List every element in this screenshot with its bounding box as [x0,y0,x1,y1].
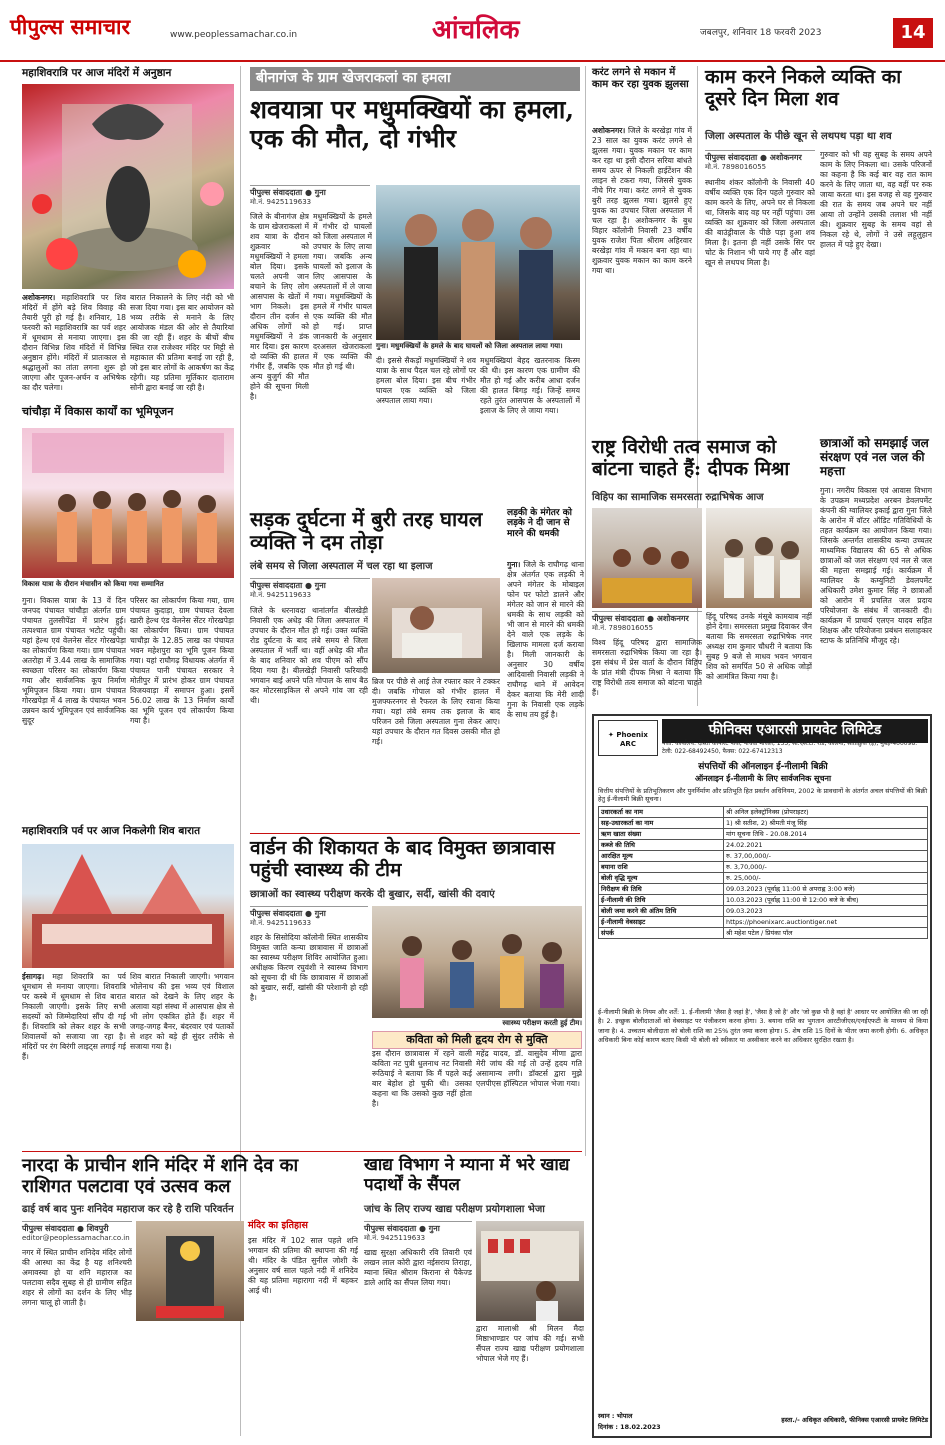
phoenix-logo-text: Phoenix ARC [616,731,648,748]
story7-mobile: मो.नं. 7898016055 [705,163,767,171]
ad-row-label: संपर्क [599,928,724,939]
story13-headline: खाद्य विभाग ने म्याना में भरे खाद्य पदार्थों के सैंपल [364,1155,570,1195]
story3-kicker: बीनागंज के ग्राम खेजराकलां का हमला [256,70,451,86]
byline-city: अशोकनगर [769,153,802,162]
story10-place: ईसागढ़। [22,972,45,981]
story2-caption: विकास यात्रा के दौरान मंचासीन को किया गया सम्मानित [22,580,164,588]
story3-col2: मधुमक्खियों के हमले में गंभीर दो घायलों को जिला अस्पताल में उपचार के लिए लाया गया। जबकि अन्य घायलों को इलाज के लिए आसपास के अस्पतालों में ले जाया गया। मधुमक्खियों के हमले में गंभीर घायल एक व्यक्ति की मौत हो गई। प्राप्त जानकारी के अनुसार दरअसल खेजराकलां में एक व्यक्ति की मौत हो गई थी। [313,212,372,372]
byline-city: अशोकनगर [656,614,689,623]
ad-table-row [599,906,928,917]
byline-name: पीपुल्स संवाददाता [364,1224,417,1233]
ceremony-photo-icon [22,428,234,578]
ad-table-row [599,807,928,818]
section-rule [250,833,580,834]
story4-byline: पीपुल्स संवाददाता ● गुना [250,578,370,591]
story9-headline: छात्राओं को समझाई जल संरक्षण एवं नल जल की महत्ता [820,436,929,478]
ad-row-value: 09.03.2023 (पूर्वाह्न 11:00 से अपराह्न 3:00 बजे) [724,884,928,895]
byline-name: पीपुल्स संवाददाता [705,153,758,162]
masthead [0,0,945,62]
ad-table-row [599,884,928,895]
story10-col1: महा शिवरात्रि का पर्व धूमधाम से मनाया जाएगा। शिवरात्रि पर कस्बे में धूमधाम से शिव बारात निकाली जाएगी। इसके लिए सभी सदस्यों को जिम्मेदारियां सौंप दी गई हैं। शिवरात्रि को लेकर शहर के सभी शिवालयों को सजाया जा रहा है। मंदिरों पर रंग बिरंगी लाइट्स लगाई गई हैं। [22,972,126,1062]
health-camp-photo-icon [372,906,582,1018]
story12-col1: नगर में स्थित प्राचीन शनिदेव मंदिर लोगों की आस्था का केंद्र है यह शनिश्चरी अमावस्या हो या शनि महाराज का पलटावा सदैव सुबह से ही ग्रामीण सहित शहर से लोगों का दर्शन के लिए भीड़ लगना चालू हो जाती है। [22,1248,132,1308]
story4-photo [372,578,500,673]
story12-sub: ढाई वर्ष बाद पुनः शनिदेव महाराज कर रहे है राशि परिवर्तन [22,1204,234,1215]
story3-col1: जिले के बीनागंज क्षेत्र के ग्राम खेजराकलां में शव यात्रा के दौरान शुक्रवार को मधुमक्खियों ने हमला बोल दिया। इसके चलते अपनी जान बचाने के लिए लोग आसपास के खेतों में भाग निकले। इस दौरान तीन दर्जन से अधिक लोगों को मधुमक्खियों ने डंक मार दिया। इस कारण दो व्यक्ति की हालत गंभीर हैं, जबकि एक अन्य बुजुर्ग की मौत होने की सूचना मिली है। [250,212,309,402]
ad-table-row [599,829,928,840]
ad-table [598,806,928,939]
story12-byline: पीपुल्स संवाददाता ● शिवपुरी [22,1221,132,1234]
ad-table-row [599,862,928,873]
ad-row-label: बयाना राशि [599,862,724,873]
shivling-photo-icon [22,84,234,289]
story3-headline: शवयात्रा पर मधुमक्खियों का हमला, एक की मौत, दो गंभीर [250,95,575,153]
story8-sub: विहिप का सामाजिक समरसता रुद्राभिषेक आज [592,492,764,503]
story3-kicker-band [250,67,580,91]
auction-notice-ad [592,714,932,1438]
story7-headline: काम करने निकले व्यक्ति का दूसरे दिन मिला शव [705,66,902,110]
story1-place: अशोकनगर। [22,293,56,302]
story13-photo [476,1221,584,1321]
story7-col2: गुरुवार को भी वह सुबह के समय अपने काम के लिए निकला था। उसके परिजनों का कहना है कि कई बार वह रात काम करने के लिए जाता था, वह वहीं पर रुक जाया करता था। इस वजह से वह गुरुवार की रात के समय जब अपने घर नहीं आया तो उन्होंने उसकी तलाश भी नहीं की। शुक्रवार सुबह के समय वहां से निकल रहे थे, लोगों ने उसे लहूलुहान हालत में पड़े हुए देखा। [820,150,932,250]
story8-col2: हिंदू परिषद उनके मंसूबे कामयाब नहीं होने देगा। समरसता प्रमुख दिवाकर जैन बताया कि समरसता रुद्राभिषेक नगर अध्यक्ष राम कुमार चौधरी ने बताया कि सुबह 9 बजे से माधव भवन भगवान शिव को समर्पित 50 से अधिक जोड़ों को आमंत्रित किया गया है। [706,612,812,682]
story11-mobile: मो.नं. 9425119633 [250,919,312,927]
byline-name: पीपुल्स संवाददाता [22,1224,75,1233]
ad-table-row [599,818,928,829]
story8-col1: विश्व हिंदू परिषद द्वारा सामाजिक समरसता रुद्राभिषेक किया जा रहा है। इस संबंध में प्रेस वार्ता के दौरान विहिप के प्रांत मंत्री दीपक मिश्रा ने बताया कि राष्ट्र विरोधी तत्व समाज को बांटना चाहते हैं। [592,638,702,698]
story13-col1: खाद्य सुरक्षा अधिकारी रवि तिवारी एवं लखन लाल कोरी द्वारा नईसराय तिराहा, म्याना स्थित श्रीराम किराना से पैकेज्ड डाले आदि का सैंपल लिया गया। [364,1248,472,1288]
story6-place: गुना। [507,560,521,569]
ad-row-value: श्री महेश पटेल / प्रियंका पॉल [724,928,928,939]
ad-place: स्थान : भोपाल [598,1412,633,1420]
story2-col1: गुना। विकास यात्रा के 13 वें दिन जनपद पंचायत चांचौड़ा अंतर्गत ग्राम पंचायत तुलसीपेंडा में प्रारंभ हुई। तत्पश्चात ग्राम पंचायत भटोट पहुंची। यहां हेल्थ एवं वेलनेस सेंटर गोरखपेड़ा का लोकार्पण किया गया। ग्राम पंचायत अतरोहा में 3.44 लाख के सामाजिक स्वच्छता परिसर का लोकार्पण किया गया और सार्वजनिक कूप निर्माण भूमिपूजन किया गया। ग्राम पंचायत गोरखपेड़ा में 4 लाख के पंचायत भवन उन्नयन कार्य भूमिपूजन एवं सार्वजनिक सुदूर [22,596,126,726]
story7-sub: जिला अस्पताल के पीछे खून से लथपथ पड़ा था शव [705,131,892,142]
ad-row-value: रु. 3,70,000/- [724,862,928,873]
ad-table-row [599,917,928,928]
story3-col4: मधुमक्खियां बेहद खतरनाक किस्म की थी। इस कारण एक ग्रामीण की मौत हो गई और करीब आधा दर्जन की हालत बिगड़ गई। जिन्हें समय रहते तुरंत आसपास के अस्पतालों में इलाज के लिए ले जाया गया। [480,356,580,416]
phoenix-logo-icon: ✦ [608,731,617,739]
newspaper-logo: पीपुल्स समाचार [10,14,131,39]
story4-col1: जिले के धरनावदा थानांतर्गत बीलखेड़ी निवासी एक अधेड़ की जिला अस्पताल में उपचार के दौरान मौत हो गई। उक्त व्यक्ति रोड दुर्घटना के बाद लंबे समय से जिला अस्पताल में भर्ती था। वहीं अधेड़ की मौत के बाद शनिवार को शव पीएम को सौंप दिया गया है। बीलखेड़ी निवासी फरियादी भगवान बाई अपने पति गोपाल के साथ बैठ कर मोटरसाइकिल से अपने गांव जा रही थी। [250,606,368,706]
story12-extra [136,1324,244,1438]
ad-row-value: 10.03.2023 (पूर्वाह्न 11:00 से 12:00 बजे के बीच) [724,895,928,906]
story8-byline: पीपुल्स संवाददाता ● अशोकनगर [592,611,702,624]
story3-caption: गुना। मधुमक्खियों के हमले के बाद घायलों को जिला अस्पताल लाया गया। [376,342,563,350]
story2-photo [22,428,234,578]
story13-sub: जांच के लिए राज्य खाद्य परीक्षण प्रयोगशाला भेजा [364,1204,545,1215]
byline-city: गुना [428,1224,440,1233]
ad-row-value: 1) श्री सतीश, 2) श्रीमती मंजू सिंह [724,818,928,829]
byline-city: गुना [314,581,326,590]
story1-col1: महाशिवरात्रि पर शिव मंदिरों में होंगे बड़े शिव विवाह की तैयारी पूरी हो गई है। शनिवार, 18 फरवरी को महाशिवरात्रि का पर्व शहर में धूमधाम से मनाया जाएगा। इस दौरान विभिन्न शिव मंदिरों में विभिन्न अनुष्ठान होंगे। मंदिरों में प्रातःकाल से श्रद्धालुओं का तांता लगना शुरू हो जाएगा और पूजन-अर्चन व अभिषेक का दौर चलेगा। [22,293,126,393]
story13-col2: द्वारा मालाश्री श्री मिलन मैदा मिष्ठाभाण्डार पर जांच की गई। सभी सैंपल राज्य खाद्य परीक्षण प्रयोगशाला भोपाल भेजे गए हैं। [476,1324,584,1364]
story4-col2: ब्रिज पर पीछे से आई तेज रफ्तार कार ने टक्कर दी। जबकि गोपाल को गंभीर हालत में मुजफ्फरनगर से रैफरल के लिए रवाना किया गया। यहां लंबे समय तक इलाज के बाद परिजन उसे जिला अस्पताल गुना लेकर आए। यहां उपचार के दौरान गत दिवस उसकी मौत हो गई। [372,677,500,747]
story3-col3: दी। इससे सैकड़ों मधुमक्खियों ने शव यात्रा के साथ पैदल चल रहे लोगों पर हमला बोल दिया। इस बीच गंभीर घायल एक व्यक्ति को जिला अस्पताल लाया गया। [376,356,476,406]
site-url[interactable]: www.peoplessamachar.co.in [170,30,298,40]
ad-row-value: 24.02.2021 [724,840,928,851]
ad-company: फीनिक्स एआरसी प्रायवेट लिमिटेड [662,719,928,743]
ad-table-row [599,840,928,851]
story10-col2: शिव बारात निकाली जाएगी। भगवान भोलेनाथ की इस भव्य एवं विशाल बारात को देखने के लिए शहर के अलावा यहां संस्था में आसपास क्षेत्र से भी लोग एकत्रित होते हैं। शहर में जगह-जगह बैनर, बंदरवार एवं पताकों से शहर को बड़े ही सुंदर तरीके से सजाया गया है। [130,972,234,1052]
ad-row-value: मांग सूचना तिथि - 20.08.2014 [724,829,928,840]
food-inspection-photo-icon [476,1221,584,1321]
dateline: जबलपुर, शनिवार 18 फरवरी 2023 [700,28,822,38]
ad-table-row [599,851,928,862]
ad-row-label: निरीक्षण की तिथि [599,884,724,895]
ad-row-label: उधारकर्ता का नाम [599,807,724,818]
page-number: 14 [893,18,933,48]
byline-name: पीपुल्स संवाददाता [250,188,303,197]
byline-name: पीपुल्स संवाददाता [250,581,303,590]
story12-email[interactable]: editor@peoplessamachar.co.in [22,1234,130,1242]
ad-row-value: रु. 25,000/- [724,873,928,884]
story5-place: अशोकनगर। [592,126,626,135]
section-title: आंचलिक [432,15,520,45]
story2-col2: परिसर का लोकार्पण किया गया, ग्राम पंचायत कुदाड़ा, ग्राम पंचायत देवला खारी हेल्थ एंड वेलनेस सेंटर गोरखपेड़ा का लोकार्पण किया। ग्राम पंचायत चाचौड़ा के 12.85 लाख का पंचायत भवन महेशपुरा का भूमि पूजन किया गया। यहां राघौगढ़ विधायक अंतर्गत में पंचायत पानी पंचायत सरकार ने मोतीपुर में प्रारंभ होकर ग्राम पंचायत विजयवाड़ा में समापन हुआ। इसमें 56.02 लाख के 13 निर्माण कार्यों का भूमि पूजन एवं लोकार्पण किया गया है। [130,596,234,726]
story4-sub: लंबे समय से जिला अस्पताल में चल रहा था इलाज [250,561,433,572]
story1-photo [22,84,234,289]
ad-table-row [599,895,928,906]
story11-caption: स्वास्थ्य परीक्षण करती हुई टीम। [502,1019,582,1027]
story11-byline: पीपुल्स संवाददाता ● गुना [250,906,368,919]
ad-title1: संपत्तियों की ऑनलाइन ई-नीलामी बिक्री [698,762,828,772]
story13-byline: पीपुल्स संवाददाता ● गुना [364,1221,472,1234]
ad-row-value: 09.03.2023 [724,906,928,917]
story6-body: जिले के राघौगढ़ थाना क्षेत्र अंतर्गत एक लड़की ने अपने मंगेतर के मोबाइल फोन पर फोटो डालने और मंगेतर को जान से मारने की धमकी के साथ लड़की को भी जान से मारने की धमकी देने वाले एक लड़के के खिलाफ मामला दर्ज कराया है। मिली जानकारी के अनुसार 30 वर्षीय आदिवासी निवासी लड़की ने राघौगढ़ थाने में आवेदन देकर बताया कि मेरी शादी गुना के निवासी एक लड़के के साथ तय हुई है। [507,560,584,720]
ad-table-row [599,928,928,939]
story1-headline: महाशिवरात्रि पर आज मंदिरों में अनुष्ठान [22,67,172,79]
story7-col1: स्थानीय शंकर कॉलोनी के निवासी 40 वर्षीय व्यक्ति एक दिन पहले गुरुवार को काम करने के लिए, अपने घर से निकला था, जिसके बाद वह घर नहीं पहुंचा। उस व्यक्ति का शुक्रवार को जिला अस्पताल की बाउंड्रीवाल के पीछे पड़ा हुआ शव मिला है। इतना ही नहीं उसके सिर पर चोट के निशान भी पाये गए हैं और वहां खून से लथपथ मिला है। [705,178,815,268]
injured-man-photo-icon [372,578,500,673]
story11-sub: छात्राओं का स्वास्थ्य परीक्षण करके दी बुखार, सर्दी, खांसी की दवाएं [250,889,495,900]
story11-headline: वार्डन की शिकायत के बाद विमुक्त छात्रावास पहुंची स्वास्थ्य की टीम [250,837,555,881]
story3-photo [376,185,580,340]
ad-table-row [599,873,928,884]
temple-photo-icon [22,844,234,968]
story13-mobile: मो.नं. 9425119633 [364,1234,426,1242]
meeting-photo-icon [706,508,812,608]
story8-photo2 [706,508,812,608]
section-rule [22,1151,582,1152]
story12-photo [136,1221,244,1321]
ad-row-label: ई-नीलामी वेबसाइट [599,917,724,928]
story11-photo [372,906,582,1018]
story5-body: जिले के बरखेड़ा गांव में 23 साल का युवक करंट लगने से झुलस गया। युवक मकान पर काम कर रहा था इसी दौरान सरिया बांधते समय ऊपर से निकली हाईटेंशन की लाइन से टकरा गया, जिससे युवक नीचे गिर गया। करंट लगने से युवक बुरी तरह झुलस गया। झुलसे हुए युवक का उपचार जिला अस्पताल में चल रहा है। अशोकनगर के बुध विहार कॉलोनी निवासी 23 वर्षीय युवक राजेश पिता श्रीराम अहिरवार बरखेड़ा गांव में मकान बना रहा था। शुक्रवार युवक मकान का काम करने गया था। [592,126,692,276]
story4-headline: सड़क दुर्घटना में बुरी तरह घायल व्यक्ति ने दम तोड़ा [250,507,483,554]
story3-byline: पीपुल्स संवाददाता ● गुना [250,185,370,198]
story12-col2-title: मंदिर का इतिहास [248,1220,308,1231]
byline-name: पीपुल्स संवाददाता [250,909,303,918]
shani-idol-photo-icon [136,1221,244,1321]
column-divider [585,66,586,1156]
ad-row-label: बोली वृद्धि मूल्य [599,873,724,884]
ad-row-value: रु. 37,00,000/- [724,851,928,862]
ad-row-label: बोली जमा करने की अंतिम तिथि [599,906,724,917]
column-divider [697,66,698,706]
ad-terms: ई-नीलामी बिक्री के नियम और शर्तें: 1. ई-नीलामी 'जैसा है जहां है', 'जैसा है जो है' और 'जो कुछ भी है वहां है' आधार पर आयोजित की जा रही है। 2. इच्छुक बोलीदाताओं को वेबसाइट पर पंजीकरण करना होगा। 3. बयाना राशि का भुगतान आरटीजीएस/एनईएफटी के माध्यम से किया जाना है। 4. उच्चतम बोलीदाता को बोली राशि का 25% तुरंत जमा करना होगा। 5. शेष राशि 15 दिनों के भीतर जमा करनी होगी। 6. अधिकृत अधिकारी बिना कोई कारण बताए किसी भी बोली को स्वीकार या अस्वीकार करने का अधिकार सुरक्षित रखता है। [598,1008,928,1044]
story1-col2: बारात निकालने के लिए नंदी को भी सजा दिया गया। इस बार आयोजन को भव्य तरीके से मनाने के लिए आयोजक मंडल की ओर से तैयारियां की जा रही हैं। शहर के बीचों बीच स्थित राज राजेश्वर मंदिर पर मिट्टी से महाकाल की प्रतिमा बनाई जा रही है, जो इस बार लोगों के आकर्षण का केंद्र रहेगी। यह प्रतिमा मूर्तिकार दाताराम सोनी द्वारा बनाई जा रही है। [130,293,234,393]
byline-city: गुना [314,909,326,918]
ad-sign: हस्ता./- अधिकृत अधिकारी, फीनिक्स एआरसी प्रायवेट लिमिटेड [781,1416,928,1424]
story8-headline: राष्ट्र विरोधी तत्व समाज को बांटना चाहते हैं: दीपक मिश्रा [592,436,790,480]
ad-row-label: कब्जे की तिथि [599,840,724,851]
story7-byline: पीपुल्स संवाददाता ● अशोकनगर [705,150,815,163]
story10-headline: महाशिवरात्रि पर्व पर आज निकलेगी शिव बारात [22,825,201,837]
story3-mobile: मो.नं. 9425119633 [250,198,312,206]
ad-row-value: https://phoenixarc.auctiontiger.net [724,917,928,928]
ad-row-label: आरक्षित मूल्य [599,851,724,862]
story6-headline: लड़की के मंगेतर को लड़के ने दी जान से मारने की धमकी [507,508,572,539]
story10-photo [22,844,234,968]
ad-row-value: श्री अनिल इलेक्ट्रॉनिक्स (प्रोपराइटर) [724,807,928,818]
story5-headline: करंट लगने से मकान में काम कर रहा युवक झुलसा [592,67,689,90]
ad-title2: ऑनलाइन ई-नीलामी के लिए सार्वजनिक सूचना [694,774,832,783]
phoenix-logo [598,720,658,756]
ad-date: दिनांक : 18.02.2023 [598,1423,661,1431]
ad-row-label: ई-नीलामी की तिथि [599,895,724,906]
ad-address: पंजी. कार्यालय: दोस्ती कॉर्पोरेट पार्क, पांचवीं मंजिल, 155, सी.एस.टी. रोड, कलिना, सांताक्रुज (ई), मुंबई-400098. टेली: 022-68492450, फैक्स: 022-67412313 [662,740,918,755]
ad-row-label: ऋण खाता संख्या [599,829,724,840]
byline-city: शिवपुरी [86,1224,109,1233]
byline-name: पीपुल्स संवाददाता [592,614,645,623]
story11b-box-title: कविता को मिली हृदय रोग से मुक्ति [372,1031,582,1049]
story8-mobile: मो.नं. 7898016055 [592,624,654,632]
ad-row-label: सह-उधारकर्ता का नाम [599,818,724,829]
story9-body: गुना। नगरीय विकास एवं आवास विभाग के उपक्रम मध्यप्रदेश अरबन डेवलपमेंट कंपनी की ग्वालियर इकाई द्वारा गुना जिले के आरोन में वॉटर ऑडिट गतिविधियों के तहत कार्यक्रम का आयोजन किया गया। जिसके अन्तर्गत शासकीय कन्या उच्चतर माध्यमिक विद्यालय की 65 से अधिक छात्राओं को जल संरक्षण एवं नल से जल की महत्ता समझाई गई। कार्यक्रम में ग्वालियर के कम्युनिटी डेवलपमेंट अधिकारी उमेश कुमार सिंह ने छात्राओं को आरोन में प्रचलित जल प्रदाय परियोजना के संबंध में जानकारी दी। कार्यक्रम में प्राचार्य एलएन यादव सहित शिक्षक और परियोजना प्रबंधन सलाहकार स्टाफ के प्रतिनिधि मौजूद रहे। [820,486,932,646]
story8-photo1 [592,508,702,608]
story11-col1: शहर के सिसोदिया कॉलोनी स्थित शासकीय विमुक्त जाति कन्या छात्रावास में छात्राओं का स्वास्थ्य परीक्षण शिविर आयोजित हुआ। अधीक्षक किरण रघुवंशी ने स्वास्थ्य विभाग को सूचना दी थी कि छात्रावास में छात्राओं को बुखार, सर्दी, खांसी की परेशानी हो रही है। [250,933,368,1003]
story11-col2: इस दौरान छात्रावास में रहने वाली कविता नट पुत्री धुलनाथ नट निवासी रूठियाई ने बताया कि मैं पहले कई बार बेहोश हो चुकी थी। उसका कहना था कि उसको कुछ नहीं होता है। [372,1049,472,1109]
story12-col2: इस मंदिर में 102 साल पहले शनि भगवान की प्रतिमा की स्थापना की गई थी। मंदिर के पंडित सुनील जोशी के अनुसार वर्ष साल पहले नदी में शनिदेव की यह प्रतिमा महारागा नदी में बहकर आई थी। [248,1236,358,1296]
three-men-photo-icon [376,185,580,340]
ritual-photo-icon [592,508,702,608]
story4-mobile: मो.नं. 9425119633 [250,591,312,599]
ad-intro: वित्तीय संपत्तियों के प्रतिभूतिकरण और पुनर्निर्माण और प्रतिभूति हित प्रवर्तन अधिनियम, 2002 के प्रावधानों के अंतर्गत अचल संपत्तियों की बिक्री हेतु ई-नीलामी बिक्री सूचना। [598,787,928,803]
story2-headline: चांचौड़ा में विकास कार्यों का भूमिपूजन [22,405,174,418]
story11-col3: महेंद्र यादव, डॉ. वासुदेव मीणा द्वारा मेरी जांच की गई तो उन्हें हृदय गति असामान्य लगी। डॉक्टर्स द्वारा मुझे एलपीएस हॉस्पिटल भोपाल भेजा गया। [476,1049,582,1089]
story12-headline: नारदा के प्राचीन शनि मंदिर में शनि देव का राशिगत पलटावा एवं उत्सव कल [22,1155,299,1197]
byline-city: गुना [314,188,326,197]
